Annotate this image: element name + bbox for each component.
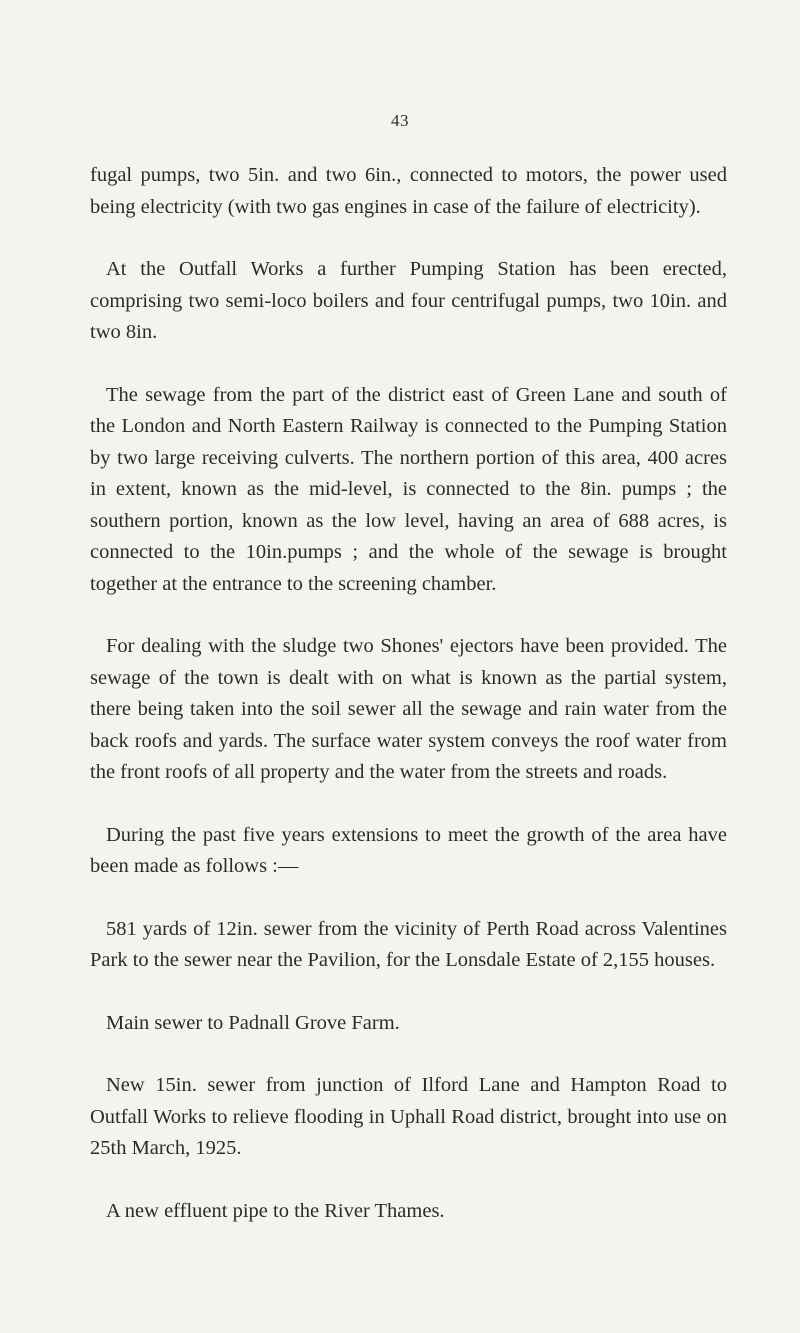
paragraph-sewage-district: The sewage from the part of the district east of Green Lane and south of the London and North Eastern Railway is connected to the Pumping Station by two large receiving culverts. The northern portion of this area, 400 acres in extent, known as the mid-level, is connected to the 8in. pumps ; the southern portion, known as the low level, having an area of 688 acres, is connected to the 10in.pumps ; and the whole of the sewage is brought together at the entrance to the screening chamber. (90, 383, 727, 595)
paragraph-extensions-intro: During the past five years extensions to meet the growth of the area have been made as follows :— (90, 823, 727, 877)
paragraph-outfall-works: At the Outfall Works a further Pumping Station has been erected, comprising two semi-loco boilers and four centrifugal pumps, two 10in. and two 8in. (90, 258, 727, 343)
page-number: 43 (391, 111, 409, 130)
list-item-padnall-grove: Main sewer to Padnall Grove Farm. (106, 1011, 400, 1034)
list-item-perth-road-sewer: 581 yards of 12in. sewer from the vicinity of Perth Road across Valentines Park to the sewer near the Pavilion, for the Lonsdale Estate of 2,155 houses. (90, 917, 727, 971)
body-text (90, 160, 727, 1227)
list-item-ilford-lane-sewer: New 15in. sewer from junction of Ilford Lane and Hampton Road to Outfall Works to relieve flooding in Uphall Road district, brought into use on 25th March, 1925. (90, 1074, 727, 1159)
paragraph-sludge: For dealing with the sludge two Shones' ejectors have been provided. The sewage of the town is dealt with on what is known as the partial system, there being taken into the soil sewer all the sewage and rain water from the back roofs and yards. The surface water system conveys the roof water from the front roofs of all property and the water from the streets and roads. (90, 635, 727, 783)
paragraph-continuation: fugal pumps, two 5in. and two 6in., connected to motors, the power used being electricity (with two gas engines in case of the failure of electricity). (90, 164, 727, 218)
list-item-effluent-pipe: A new effluent pipe to the River Thames. (106, 1199, 445, 1222)
